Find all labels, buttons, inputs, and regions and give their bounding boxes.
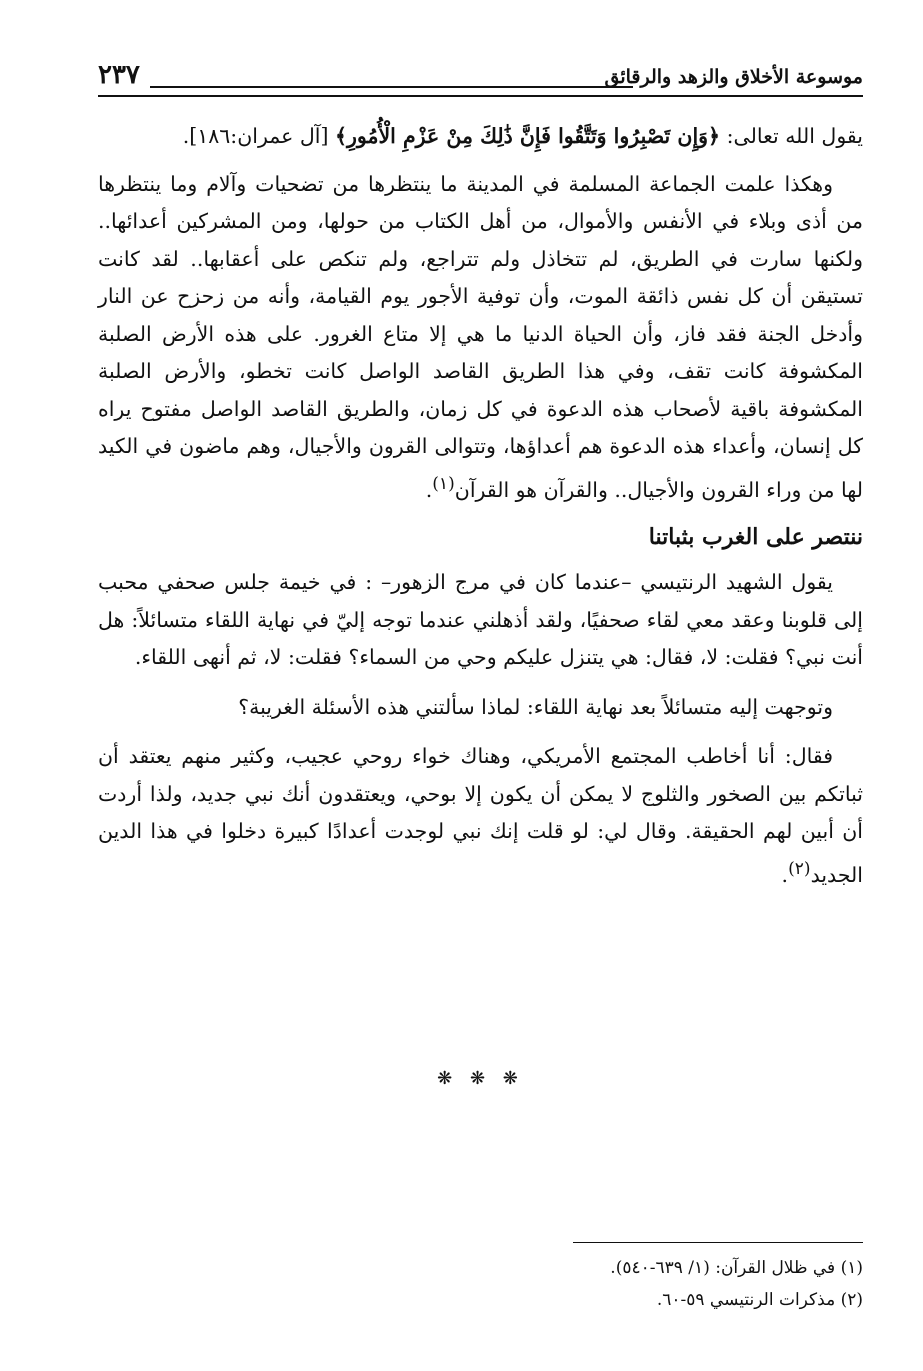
paragraph-1: وهكذا علمت الجماعة المسلمة في المدينة ما ينتظرها من تضحيات وآلام وما ينتظرها من أذى وبلاء في الأنفس والأموال، من أهل الكتاب من حولها، ومن المشركين أعدائها.. ولكنها سارت في الطريق، لم تتخاذل ولم تتراجع، ولم تنكص على أعقابها.. لقد كانت تستيقن أن كل نفس ذائقة الموت، وأن توفية الأجور يوم القيامة، وأنه من زحزح عن النار وأدخل الجنة فقد فاز، وأن الحياة الدنيا ما هي إلا متاع الغرور. على هذه الأرض الصلبة المكشوفة كانت تقف، وفي هذا الطريق القاصد الواصل كانت تخطو، والأرض الصلبة المكشوفة باقية لأصحاب هذه الدعوة في كل زمان، والطريق القاصد الواصل مفتوح يراه كل إنسان، وأعداء هذه الدعوة هم أعداؤها، وتتوالى القرون والأجيال، وهم ماضون في الكيد لها من وراء القرون والأجيال.. والقرآن هو القرآن$^{(١)}$. <box>98 171 863 502</box>
quote-reference: [آل عمران:١٨٦]. <box>182 124 329 148</box>
paragraph-3: وتوجهت إليه متسائلاً بعد نهاية اللقاء: لماذا سألتني هذه الأسئلة الغريبة؟ <box>238 694 833 719</box>
header-rule <box>150 86 633 88</box>
quran-quote <box>98 118 863 156</box>
page-number: ٢٣٧ <box>98 60 140 90</box>
page-body <box>98 118 863 894</box>
paragraph-4-text: فقال: أنا أخاطب المجتمع الأمريكي، وهناك خواء روحي عجيب، وكثير منهم يعتقد أن ثباتكم بين الصخور والثلوج لا يمكن أن يكون إلا بوحي، ويعتقدون أنك نبي جديد، ولذا أردت أن أبين لهم الحقيقة. وقال لي: لو قلت إنك نبي لوجدت أعدادًا كبيرة دخلوا في هذا الدين الجديد <box>98 744 863 887</box>
quote-intro: يقول الله تعالى: <box>726 124 863 148</box>
page-header <box>98 58 863 98</box>
footnote-ref-2: (٢) <box>788 858 811 879</box>
section-heading: ننتصر على الغرب بثباتنا <box>648 523 863 550</box>
paragraph-4: فقال: أنا أخاطب المجتمع الأمريكي، وهناك خواء روحي عجيب، وكثير منهم يعتقد أن ثباتكم بين الصخور والثلوج لا يمكن أن يكون إلا بوحي، ويعتقدون أنك نبي جديد، ولذا أردت أن أبين لهم الحقيقة. وقال لي: لو قلت إنك نبي لوجدت أعدادًا كبيرة دخلوا في هذا الدين الجديد$^{(٢)}$. <box>98 744 863 887</box>
footnote-1: (١) في ظلال القرآن: (١/ ٦٣٩-٥٤٠). <box>610 1258 863 1278</box>
footnotes <box>98 1252 863 1316</box>
quote-verse: ﴿وَإِن تَصْبِرُوا وَتَتَّقُوا فَإِنَّ ذَٰلِكَ مِنْ عَزْمِ الْأُمُورِ﴾ <box>334 124 721 148</box>
book-page <box>98 0 863 1371</box>
paragraph-2: يقول الشهيد الرنتيسي –عندما كان في مرج الزهور– : في خيمة جلس صحفي محبب إلى قلوبنا وعقد معي لقاء صحفيًا، ولقد أذهلني عندما توجه إليّ في نهاية اللقاء متسائلاً: هل أنت نبي؟ فقلت: لا، فقال: هي يتنزل عليكم وحي من السماء؟ فقلت: لا، ثم أنهى اللقاء. <box>98 570 863 670</box>
footnote-ref-1: (١) <box>432 473 455 494</box>
header-underline <box>98 95 863 97</box>
running-title: موسوعة الأخلاق والزهد والرقائق <box>604 66 863 88</box>
footnote-rule <box>573 1242 863 1243</box>
footnote-2: (٢) مذكرات الرنتيسي ٥٩-٦٠. <box>656 1290 863 1310</box>
paragraph-1-text: وهكذا علمت الجماعة المسلمة في المدينة ما ينتظرها من تضحيات وآلام وما ينتظرها من أذى وبلاء في الأنفس والأموال، من أهل الكتاب من حولها، ومن المشركين أعدائها.. ولكنها سارت في الطريق، لم تتخاذل ولم تتراجع، ولم تنكص على أعقابها.. لقد كانت تستيقن أن كل نفس ذائقة الموت، وأن توفية الأجور يوم القيامة، وأنه من زحزح عن النار وأدخل الجنة فقد فاز، وأن الحياة الدنيا ما هي إلا متاع الغرور. على هذه الأرض الصلبة المكشوفة كانت تقف، وفي هذا الطريق القاصد الواصل كانت تخطو، والأرض الصلبة المكشوفة باقية لأصحاب هذه الدعوة في كل زمان، والطريق القاصد الواصل مفتوح يراه كل إنسان، وأعداء هذه الدعوة هم أعداؤها، وتتوالى القرون والأجيال، وهم ماضون في الكيد لها من وراء القرون والأجيال.. والقرآن هو القرآن <box>98 171 863 502</box>
section-separator: ❋ ❋ ❋ <box>437 1068 524 1089</box>
